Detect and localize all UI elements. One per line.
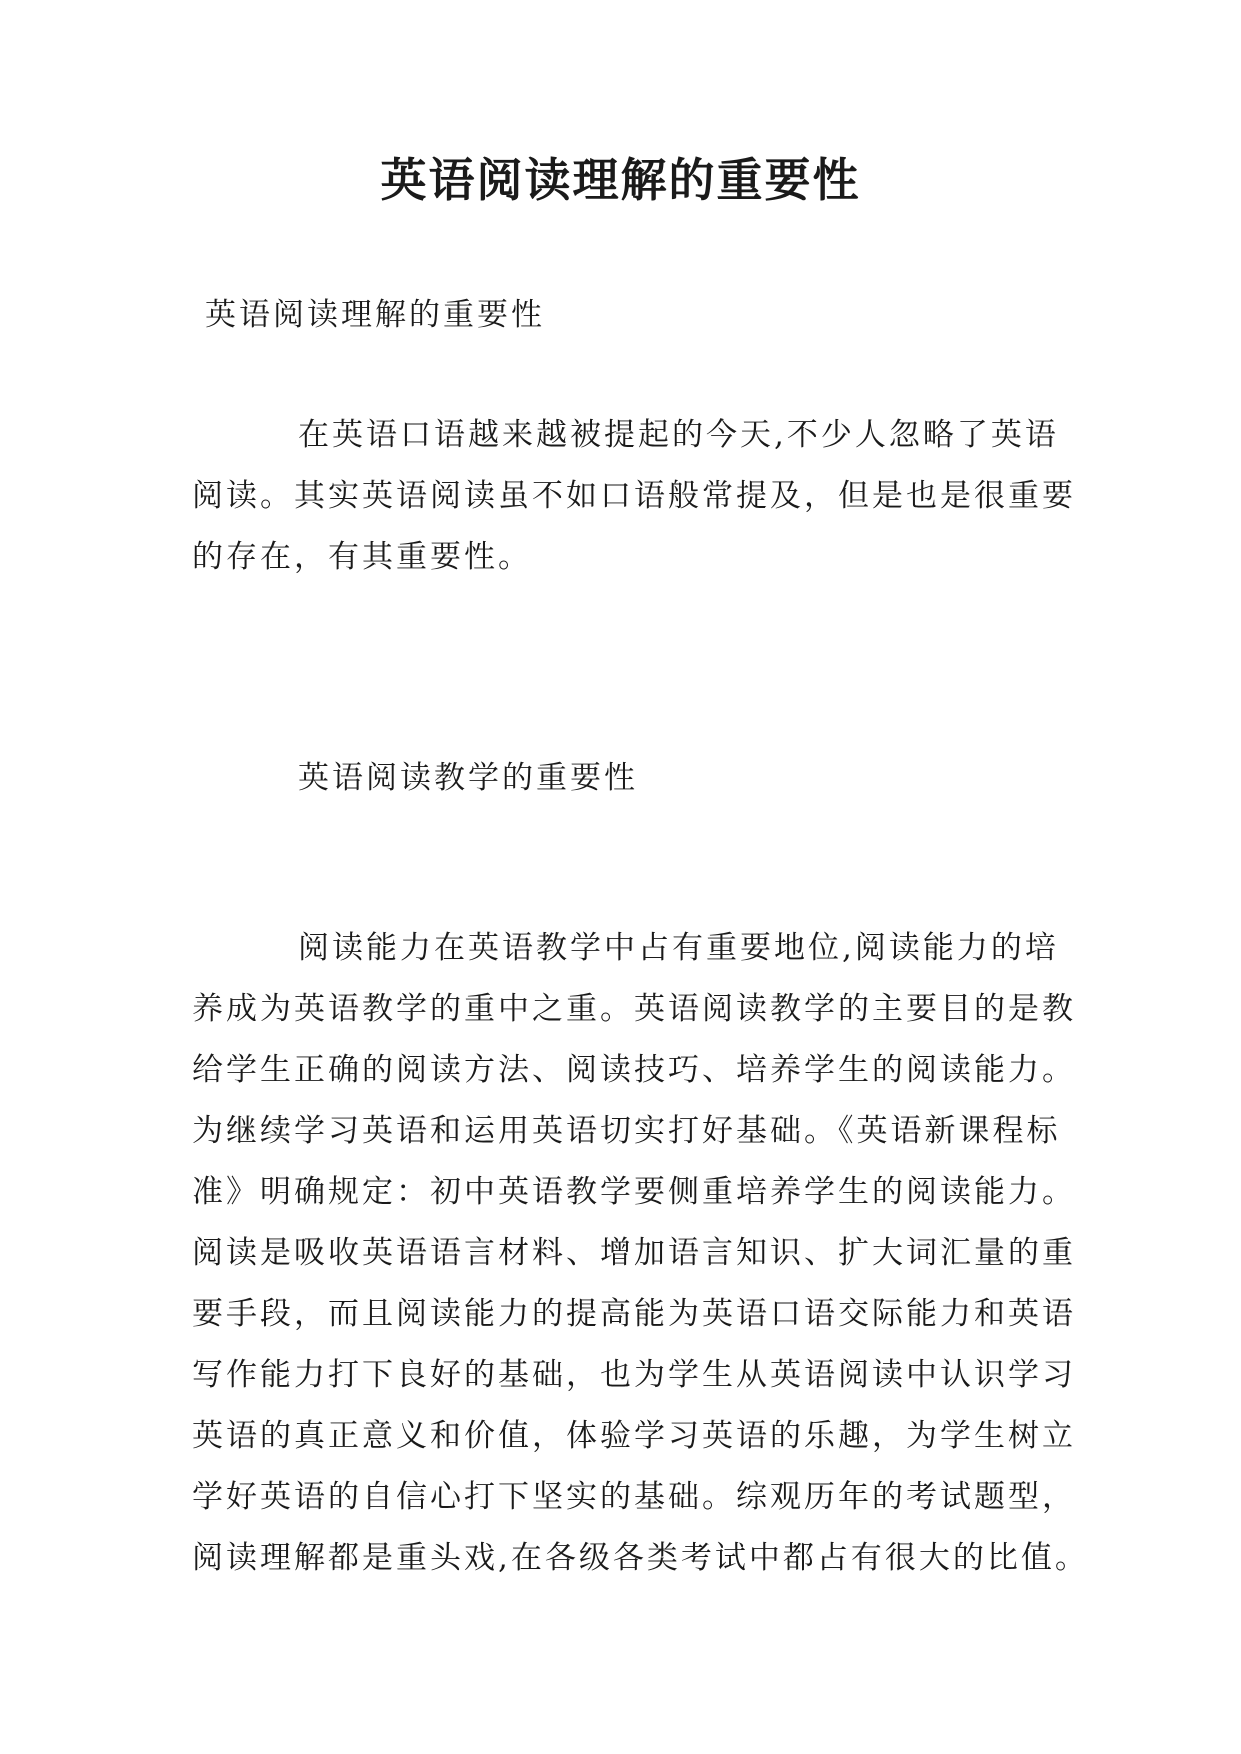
body-line: 给学生正确的阅读方法、阅读技巧、培养学生的阅读能力。: [192, 1052, 1076, 1088]
body-line: 要手段，而且阅读能力的提高能为英语口语交际能力和英语: [192, 1296, 1076, 1332]
document-title: 英语阅读理解的重要性: [380, 153, 861, 207]
intro-paragraph: [192, 405, 1076, 588]
body-line: 学好英语的自信心打下坚实的基础。综观历年的考试题型，: [192, 1479, 1076, 1515]
body-line: 为继续学习英语和运用英语切实打好基础。《英语新课程标: [192, 1113, 1061, 1149]
intro-line: 阅读。其实英语阅读虽不如口语般常提及，但是也是很重要: [192, 478, 1076, 514]
body-line: 养成为英语教学的重中之重。英语阅读教学的主要目的是教: [192, 991, 1076, 1027]
body-line: 阅读能力在英语教学中占有重要地位,阅读能力的培: [298, 930, 1059, 966]
body-line: 阅读是吸收英语语言材料、增加语言知识、扩大词汇量的重: [192, 1235, 1076, 1271]
body-line: 英语的真正意义和价值，体验学习英语的乐趣，为学生树立: [192, 1418, 1076, 1454]
body-line: 准》明确规定：初中英语教学要侧重培养学生的阅读能力。: [192, 1174, 1076, 1210]
intro-line: 在英语口语越来越被提起的今天,不少人忽略了英语: [298, 417, 1059, 453]
intro-line: 的存在，有其重要性。: [192, 539, 532, 575]
section-heading: 英语阅读教学的重要性: [298, 760, 638, 796]
body-paragraph: [192, 918, 1089, 1589]
body-line: 阅读理解都是重头戏,在各级各类考试中都占有很大的比值。: [192, 1540, 1089, 1576]
body-line: 写作能力打下良好的基础，也为学生从英语阅读中认识学习: [192, 1357, 1076, 1393]
document-subtitle: 英语阅读理解的重要性: [205, 297, 545, 333]
